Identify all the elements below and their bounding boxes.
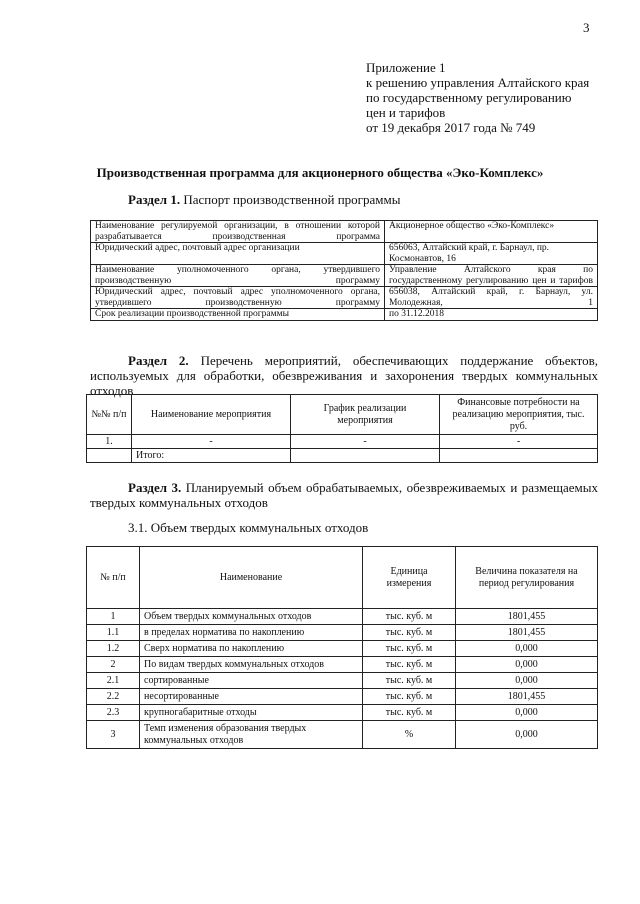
column-header: Величина показателя на период регулирования [456, 547, 598, 609]
appendix-line: по государственному регулированию [366, 90, 572, 105]
table-row [87, 705, 598, 721]
passport-label: Юридический адрес, почтовый адрес уполномоченного органа, утвердившего производственную программу [91, 287, 385, 309]
row-name: Темп изменения образования твердых коммунальных отходов [140, 721, 363, 749]
section2-heading [90, 353, 598, 398]
row-number: 2.2 [87, 689, 140, 705]
table-row [91, 221, 598, 243]
row-number: 1.2 [87, 641, 140, 657]
section3-text: Планируемый объем обрабатываемых, обезвреживаемых и размещаемых твердых коммунальных отходов [90, 480, 598, 510]
section1-label: Раздел 1. [128, 192, 181, 207]
table-row [87, 449, 598, 463]
column-header: График реализации мероприятия [291, 395, 440, 435]
row-name: крупногабаритные отходы [140, 705, 363, 721]
passport-label: Юридический адрес, почтовый адрес организации [91, 243, 385, 265]
table-row [87, 641, 598, 657]
row-unit: % [363, 721, 456, 749]
table-row [87, 435, 598, 449]
row-unit: тыс. куб. м [363, 625, 456, 641]
row-unit: тыс. куб. м [363, 689, 456, 705]
section1-heading [128, 192, 400, 208]
table-cell: - [440, 435, 598, 449]
table-cell: 1. [87, 435, 132, 449]
section1-text: Паспорт производственной программы [183, 192, 401, 207]
column-header: №№ п/п [87, 395, 132, 435]
row-unit: тыс. куб. м [363, 609, 456, 625]
column-header: Наименование [140, 547, 363, 609]
table-row [87, 673, 598, 689]
row-number: 2.3 [87, 705, 140, 721]
passport-value: Управление Алтайского края по государственному регулированию цен и тарифов [385, 265, 598, 287]
total-label: Итого: [132, 449, 291, 463]
row-unit: тыс. куб. м [363, 657, 456, 673]
table-row [87, 625, 598, 641]
section2-label: Раздел 2. [128, 353, 189, 368]
section3-subheading: 3.1. Объем твердых коммунальных отходов [128, 520, 369, 535]
table-header-row [87, 547, 598, 609]
table-row [87, 721, 598, 749]
passport-value: 656063, Алтайский край, г. Барнаул, пр. Космонавтов, 16 [385, 243, 598, 265]
table-cell: - [291, 435, 440, 449]
appendix-line: Приложение 1 [366, 60, 446, 75]
table-row [87, 657, 598, 673]
row-unit: тыс. куб. м [363, 705, 456, 721]
row-name: Объем твердых коммунальных отходов [140, 609, 363, 625]
row-number: 3 [87, 721, 140, 749]
row-value: 0,000 [456, 721, 598, 749]
row-value: 1801,455 [456, 689, 598, 705]
column-header: Единица измерения [363, 547, 456, 609]
row-number: 1 [87, 609, 140, 625]
table-row [91, 265, 598, 287]
row-name: сортированные [140, 673, 363, 689]
row-value: 0,000 [456, 705, 598, 721]
row-value: 1801,455 [456, 625, 598, 641]
column-header: № п/п [87, 547, 140, 609]
passport-table [90, 220, 598, 321]
table-cell: - [132, 435, 291, 449]
appendix-line: цен и тарифов [366, 105, 446, 120]
passport-label: Наименование уполномоченного органа, утвердившего производственную программу [91, 265, 385, 287]
section3-heading [90, 480, 598, 510]
table-row [87, 689, 598, 705]
row-value: 0,000 [456, 641, 598, 657]
row-name: в пределах норматива по накоплению [140, 625, 363, 641]
table-row [87, 609, 598, 625]
row-value: 0,000 [456, 657, 598, 673]
row-value: 1801,455 [456, 609, 598, 625]
table-cell [440, 449, 598, 463]
passport-label: Срок реализации производственной программы [91, 309, 385, 321]
table-row [91, 287, 598, 309]
passport-value: по 31.12.2018 [385, 309, 598, 321]
row-name: несортированные [140, 689, 363, 705]
table-row [91, 309, 598, 321]
appendix-note [366, 60, 589, 135]
row-number: 1.1 [87, 625, 140, 641]
row-name: По видам твердых коммунальных отходов [140, 657, 363, 673]
appendix-line: к решению управления Алтайского края [366, 75, 590, 90]
row-number: 2.1 [87, 673, 140, 689]
section3-label: Раздел 3. [128, 480, 182, 495]
page-number: 3 [583, 20, 590, 35]
appendix-line: от 19 декабря 2017 года № 749 [366, 120, 536, 135]
waste-volume-table [86, 546, 598, 749]
row-name: Сверх норматива по накоплению [140, 641, 363, 657]
document-title: Производственная программа для акционерного общества «Эко-Комплекс» [96, 165, 544, 180]
measures-table [86, 394, 598, 463]
table-header-row [87, 395, 598, 435]
row-value: 0,000 [456, 673, 598, 689]
row-number: 2 [87, 657, 140, 673]
passport-value: Акционерное общество «Эко-Комплекс» [385, 221, 598, 243]
table-cell [291, 449, 440, 463]
passport-value: 656038, Алтайский край, г. Барнаул, ул. Молодежная, 1 [385, 287, 598, 309]
passport-label: Наименование регулируемой организации, в отношении которой разрабатывается производственная программа [91, 221, 385, 243]
column-header: Финансовые потребности на реализацию мероприятия, тыс. руб. [440, 395, 598, 435]
row-unit: тыс. куб. м [363, 641, 456, 657]
section2-text: Перечень мероприятий, обеспечивающих поддержание объектов, используемых для обработки, обезвреживания и захоронения твердых коммунальных отходов [90, 353, 599, 398]
table-row [91, 243, 598, 265]
row-unit: тыс. куб. м [363, 673, 456, 689]
table-cell [87, 449, 132, 463]
column-header: Наименование мероприятия [132, 395, 291, 435]
